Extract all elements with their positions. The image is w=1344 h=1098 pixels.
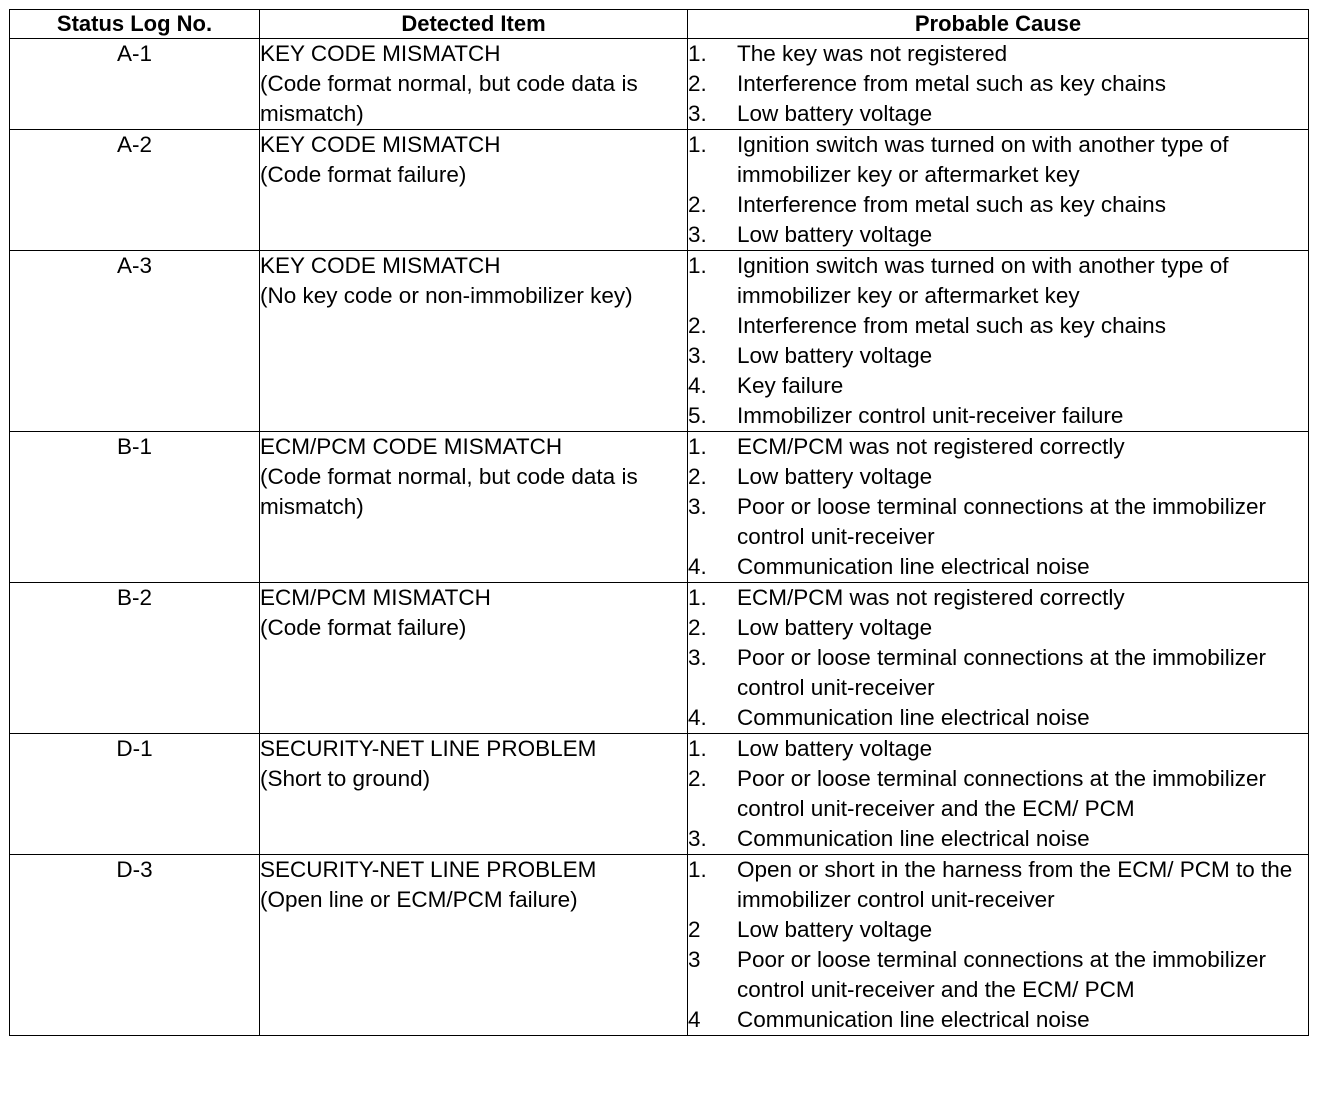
cause-number: 2. xyxy=(688,71,707,96)
detected-item-cell xyxy=(260,39,688,130)
cause-list-item xyxy=(688,69,1308,99)
cause-number: 2. xyxy=(688,464,707,489)
probable-cause-cell xyxy=(688,734,1309,855)
cause-list-item xyxy=(688,643,1308,703)
detected-item-cell xyxy=(260,583,688,734)
cause-number: 1. xyxy=(688,857,707,882)
cause-text: Poor or loose terminal connections at the immobilizer control unit-receiver and the ECM/ PCM xyxy=(737,947,1266,1002)
cause-list-item xyxy=(688,311,1308,341)
cause-list-item xyxy=(688,1005,1308,1035)
cause-list-item xyxy=(688,130,1308,190)
detected-item-detail: (Open line or ECM/PCM failure) xyxy=(260,887,578,912)
cause-number: 1. xyxy=(688,253,707,278)
detected-item-cell xyxy=(260,130,688,251)
detected-item-detail: (Code format normal, but code data is mismatch) xyxy=(260,464,638,519)
detected-item-detail: (Short to ground) xyxy=(260,766,431,791)
probable-cause-cell xyxy=(688,855,1309,1036)
cause-text: Communication line electrical noise xyxy=(737,554,1090,579)
cause-text: Communication line electrical noise xyxy=(737,705,1090,730)
cause-text: The key was not registered xyxy=(737,41,1008,66)
cause-text: Low battery voltage xyxy=(737,101,933,126)
cause-list-item xyxy=(688,251,1308,311)
cause-list-item xyxy=(688,99,1308,129)
cause-number: 2. xyxy=(688,313,707,338)
cause-list-item xyxy=(688,855,1308,915)
cause-number: 4 xyxy=(688,1007,701,1032)
cause-number: 4. xyxy=(688,373,707,398)
table-row xyxy=(10,432,1309,583)
cause-text: Low battery voltage xyxy=(737,222,933,247)
cause-text: ECM/PCM was not registered correctly xyxy=(737,585,1125,610)
detected-item-detail: (Code format failure) xyxy=(260,615,467,640)
cause-list-item xyxy=(688,764,1308,824)
table-row xyxy=(10,734,1309,855)
cause-text: Interference from metal such as key chains xyxy=(737,71,1166,96)
cause-text: Interference from metal such as key chains xyxy=(737,192,1166,217)
detected-item-detail: (Code format failure) xyxy=(260,162,467,187)
detected-item-cell xyxy=(260,251,688,432)
status-log-table xyxy=(9,9,1309,1036)
cause-text: Low battery voltage xyxy=(737,615,933,640)
cause-text: Communication line electrical noise xyxy=(737,826,1090,851)
cause-number: 3 xyxy=(688,947,701,972)
cause-list-item xyxy=(688,220,1308,250)
status-log-no-cell: D-3 xyxy=(10,855,260,1036)
probable-cause-cell xyxy=(688,583,1309,734)
cause-list-item xyxy=(688,371,1308,401)
cause-number: 1. xyxy=(688,585,707,610)
detected-item-cell xyxy=(260,855,688,1036)
table-row xyxy=(10,251,1309,432)
cause-list-item xyxy=(688,613,1308,643)
status-log-no-cell: B-2 xyxy=(10,583,260,734)
cause-list-item xyxy=(688,462,1308,492)
cause-number: 2. xyxy=(688,192,707,217)
cause-list-item xyxy=(688,734,1308,764)
table-row xyxy=(10,583,1309,734)
cause-list-item xyxy=(688,824,1308,854)
cause-list-item xyxy=(688,915,1308,945)
cause-list-item xyxy=(688,432,1308,462)
cause-list-item xyxy=(688,703,1308,733)
cause-list-item xyxy=(688,39,1308,69)
probable-cause-cell xyxy=(688,130,1309,251)
cause-list-item xyxy=(688,552,1308,582)
detected-item-title: KEY CODE MISMATCH xyxy=(260,132,501,157)
table-row xyxy=(10,130,1309,251)
status-log-no-cell: B-1 xyxy=(10,432,260,583)
cause-text: Low battery voltage xyxy=(737,736,933,761)
cause-number: 1. xyxy=(688,736,707,761)
cause-text: Communication line electrical noise xyxy=(737,1007,1090,1032)
probable-cause-cell xyxy=(688,39,1309,130)
detected-item-title: ECM/PCM CODE MISMATCH xyxy=(260,434,563,459)
detected-item-title: ECM/PCM MISMATCH xyxy=(260,585,491,610)
cause-text: Poor or loose terminal connections at the immobilizer control unit-receiver xyxy=(737,645,1266,700)
status-log-no-cell: A-2 xyxy=(10,130,260,251)
cause-number: 1. xyxy=(688,41,707,66)
header-status-log-no: Status Log No. xyxy=(10,10,260,39)
probable-cause-cell xyxy=(688,432,1309,583)
cause-number: 1. xyxy=(688,132,707,157)
cause-number: 5. xyxy=(688,403,707,428)
cause-number: 2. xyxy=(688,766,707,791)
cause-text: Key failure xyxy=(737,373,844,398)
table-row xyxy=(10,855,1309,1036)
header-detected-item: Detected Item xyxy=(260,10,688,39)
cause-number: 2. xyxy=(688,615,707,640)
header-probable-cause: Probable Cause xyxy=(688,10,1309,39)
cause-list-item xyxy=(688,190,1308,220)
detected-item-title: KEY CODE MISMATCH xyxy=(260,41,501,66)
cause-text: Low battery voltage xyxy=(737,343,933,368)
status-log-no-cell: D-1 xyxy=(10,734,260,855)
cause-text: Interference from metal such as key chains xyxy=(737,313,1166,338)
cause-text: ECM/PCM was not registered correctly xyxy=(737,434,1125,459)
table-body xyxy=(10,39,1309,1036)
cause-text: Poor or loose terminal connections at the immobilizer control unit-receiver xyxy=(737,494,1266,549)
cause-list-item xyxy=(688,583,1308,613)
cause-number: 4. xyxy=(688,554,707,579)
cause-number: 1. xyxy=(688,434,707,459)
cause-list-item xyxy=(688,401,1308,431)
cause-number: 3. xyxy=(688,222,707,247)
detected-item-title: SECURITY-NET LINE PROBLEM xyxy=(260,736,597,761)
table-row xyxy=(10,39,1309,130)
cause-number: 3. xyxy=(688,645,707,670)
detected-item-cell xyxy=(260,432,688,583)
detected-item-detail: (Code format normal, but code data is mismatch) xyxy=(260,71,638,126)
cause-text: Low battery voltage xyxy=(737,464,933,489)
status-log-no-cell: A-3 xyxy=(10,251,260,432)
cause-number: 3. xyxy=(688,826,707,851)
header-row xyxy=(10,10,1309,39)
cause-list-item xyxy=(688,492,1308,552)
cause-number: 2 xyxy=(688,917,701,942)
cause-text: Open or short in the harness from the ECM/ PCM to the immobilizer control unit-receiver xyxy=(737,857,1293,912)
cause-number: 3. xyxy=(688,343,707,368)
detected-item-detail: (No key code or non-immobilizer key) xyxy=(260,283,633,308)
status-log-no-cell: A-1 xyxy=(10,39,260,130)
cause-list-item xyxy=(688,945,1308,1005)
cause-list-item xyxy=(688,341,1308,371)
cause-number: 4. xyxy=(688,705,707,730)
cause-text: Poor or loose terminal connections at the immobilizer control unit-receiver and the ECM/ PCM xyxy=(737,766,1266,821)
detected-item-cell xyxy=(260,734,688,855)
cause-text: Ignition switch was turned on with another type of immobilizer key or aftermarket key xyxy=(737,132,1229,187)
probable-cause-cell xyxy=(688,251,1309,432)
cause-text: Low battery voltage xyxy=(737,917,933,942)
detected-item-title: KEY CODE MISMATCH xyxy=(260,253,501,278)
detected-item-title: SECURITY-NET LINE PROBLEM xyxy=(260,857,597,882)
cause-number: 3. xyxy=(688,494,707,519)
cause-text: Ignition switch was turned on with another type of immobilizer key or aftermarket key xyxy=(737,253,1229,308)
cause-text: Immobilizer control unit-receiver failure xyxy=(737,403,1124,428)
cause-number: 3. xyxy=(688,101,707,126)
